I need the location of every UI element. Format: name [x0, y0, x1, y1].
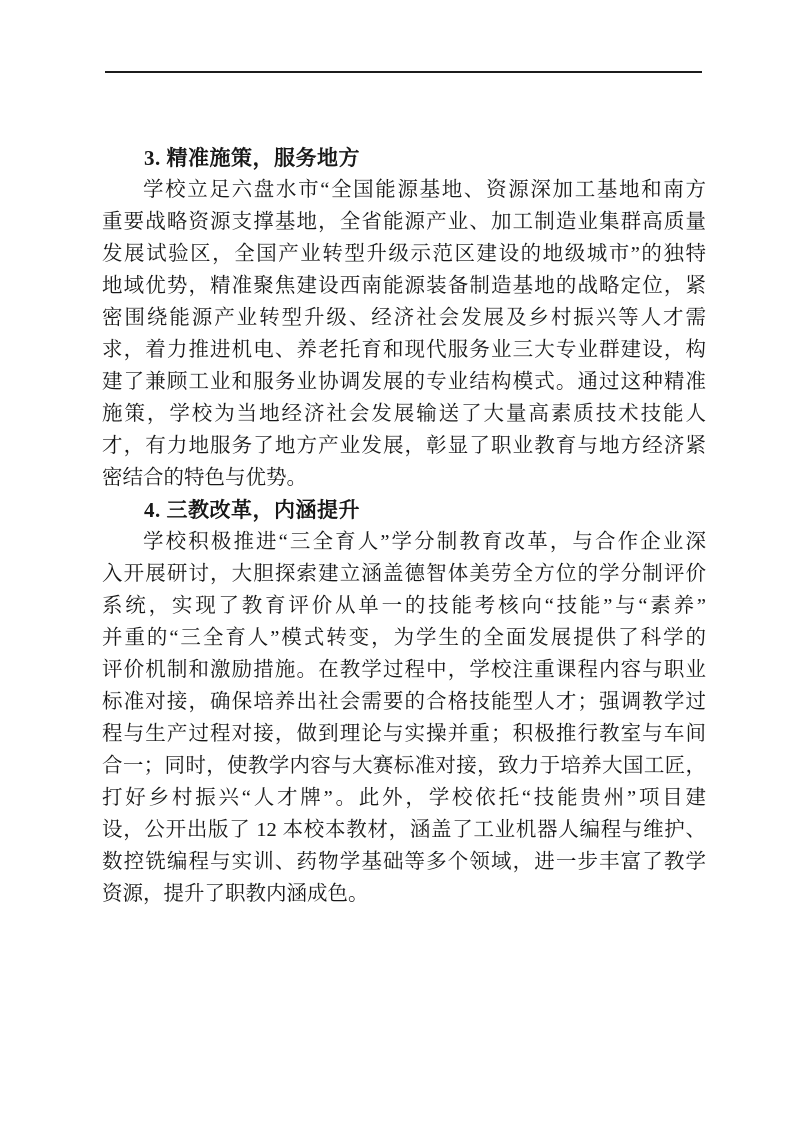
text-line: 入开展研讨，大胆探索建立涵盖德智体美劳全方位的学分制评价	[102, 563, 706, 585]
section-4-three-education-reform	[102, 494, 706, 910]
text-line: 评价机制和激励措施。在教学过程中，学校注重课程内容与职业	[102, 659, 706, 681]
text-line: 才，有力地服务了地方产业发展，彰显了职业教育与地方经济紧	[102, 435, 706, 457]
text-line: 并重的“三全育人”模式转变，为学生的全面发展提供了科学的	[102, 627, 706, 649]
text-line: 合一；同时，使教学内容与大赛标准对接，致力于培养大国工匠，	[102, 755, 706, 777]
text-line: 密围绕能源产业转型升级、经济社会发展及乡村振兴等人才需	[102, 307, 706, 329]
text-line: 施策，学校为当地经济社会发展输送了大量高素质技术技能人	[102, 403, 706, 425]
text-line: 学校积极推进“三全育人”学分制教育改革，与合作企业深	[143, 531, 706, 553]
text-line: 建了兼顾工业和服务业协调发展的专业结构模式。通过这种精准	[102, 371, 706, 393]
section-4-heading: 4. 三教改革，内涵提升	[144, 498, 360, 522]
text-line: 密结合的特色与优势。	[102, 467, 307, 489]
section-3-heading: 3. 精准施策，服务地方	[144, 146, 360, 170]
section-4-paragraph	[102, 526, 706, 910]
text-line: 数控铣编程与实训、药物学基础等多个领域，进一步丰富了教学	[102, 851, 706, 873]
text-line: 打好乡村振兴“人才牌”。此外，学校依托“技能贵州”项目建	[102, 787, 706, 809]
text-line: 标准对接，确保培养出社会需要的合格技能型人才；强调教学过	[102, 691, 706, 713]
text-line: 系统，实现了教育评价从单一的技能考核向“技能”与“素养”	[102, 595, 706, 617]
text-line: 学校立足六盘水市“全国能源基地、资源深加工基地和南方	[143, 179, 706, 201]
page-content	[102, 142, 706, 910]
text-line: 地域优势，精准聚焦建设西南能源装备制造基地的战略定位，紧	[102, 275, 706, 297]
text-line: 程与生产过程对接，做到理论与实操并重；积极推行教室与车间	[102, 723, 706, 745]
text-line: 设，公开出版了 12 本校本教材，涵盖了工业机器人编程与维护、	[102, 819, 706, 841]
text-line: 资源，提升了职教内涵成色。	[102, 883, 369, 905]
header-rule	[105, 71, 702, 73]
text-line: 发展试验区，全国产业转型升级示范区建设的地级城市”的独特	[102, 243, 706, 265]
text-line: 求，着力推进机电、养老托育和现代服务业三大专业群建设，构	[102, 339, 706, 361]
text-line: 重要战略资源支撑基地，全省能源产业、加工制造业集群高质量	[102, 211, 706, 233]
section-3-paragraph	[102, 174, 706, 494]
section-3-precision-policy	[102, 142, 706, 494]
